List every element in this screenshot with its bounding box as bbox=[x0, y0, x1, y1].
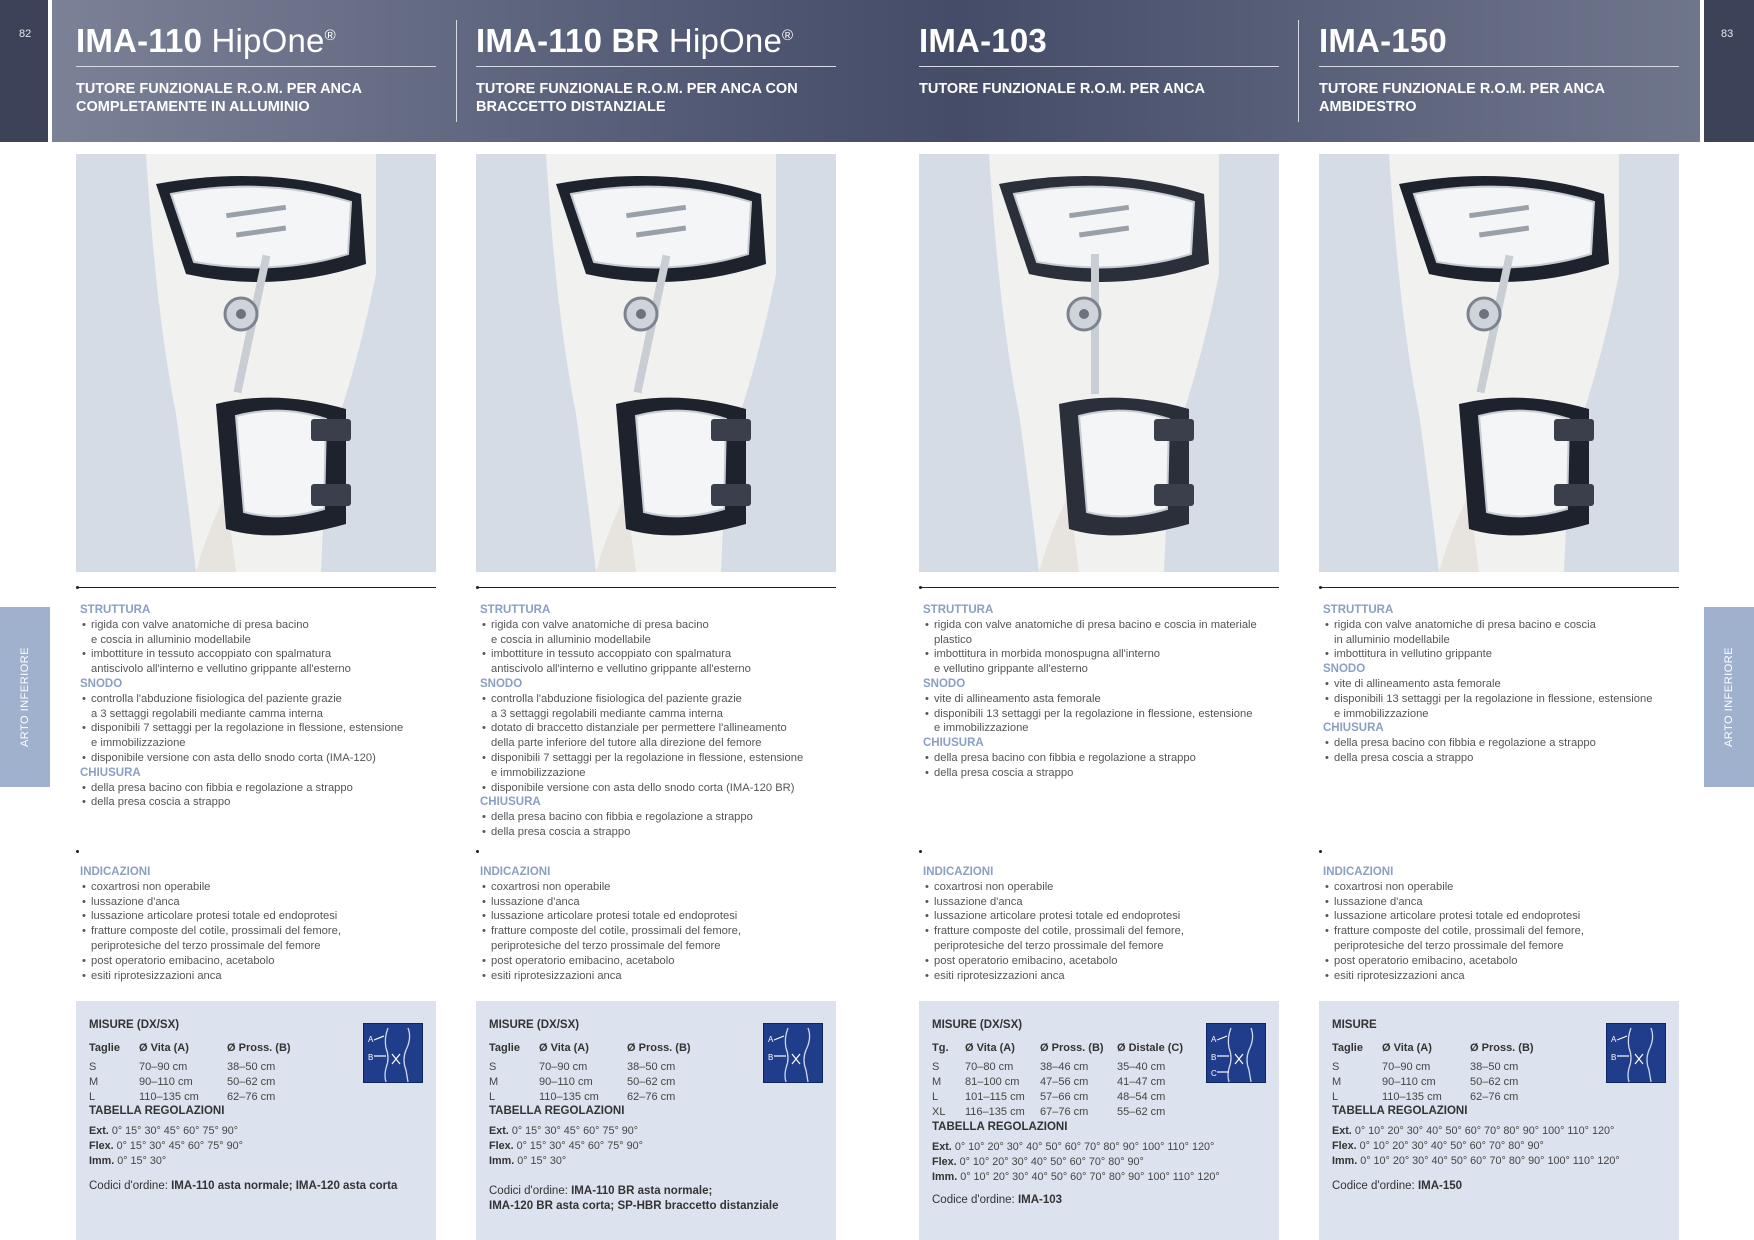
spec-line: • vite di allineamento asta femorale bbox=[1323, 677, 1683, 692]
page-number-left: 82 bbox=[19, 28, 32, 40]
indication-line: • coxartrosi non operabile bbox=[480, 880, 840, 895]
spec-line: e vellutino grippante all'esterno bbox=[934, 663, 1088, 676]
product-photo-illustration bbox=[919, 154, 1279, 572]
indication-line: • post operatorio emibacino, acetabolo bbox=[1323, 954, 1683, 969]
indication-line: periprotesiche del terzo prossimale del femore bbox=[934, 939, 1164, 952]
spec-line: della parte inferiore del tutore alla direzione del femore bbox=[491, 737, 762, 750]
order-codes: Codici d'ordine: IMA-110 asta normale; IMA-120 asta corta bbox=[89, 1180, 398, 1192]
section-side-label-left: ARTO INFERIORE bbox=[0, 607, 50, 787]
spec-section-heading: CHIUSURA bbox=[923, 737, 984, 750]
size-table-row: L 101–115 cm 57–66 cm 48–54 cm bbox=[932, 1091, 1166, 1103]
spec-line: • controlla l'abduzione fisiologica del paziente grazie bbox=[480, 692, 840, 707]
header-gap-left bbox=[48, 0, 52, 142]
spec-section-heading: CHIUSURA bbox=[1323, 722, 1384, 735]
spec-line: • imbottiture in tessuto accoppiato con spalmatura bbox=[480, 647, 840, 662]
svg-text:B: B bbox=[1611, 1053, 1617, 1062]
page-number-right: 83 bbox=[1721, 28, 1734, 40]
size-table-header: Taglie Ø Vita (A) Ø Pross. (B) bbox=[1332, 1042, 1534, 1054]
size-table-box bbox=[1319, 1001, 1679, 1240]
spec-line: • disponibile versione con asta dello snodo corta (IMA-120) bbox=[80, 751, 440, 766]
size-table-box bbox=[76, 1001, 436, 1240]
svg-text:C: C bbox=[1211, 1069, 1217, 1078]
size-table-title: MISURE (DX/SX) bbox=[489, 1019, 580, 1031]
spec-line: • disponibili 7 settaggi per la regolazione in flessione, estensione bbox=[80, 721, 440, 736]
measurement-diagram-icon bbox=[764, 1024, 824, 1084]
specifications bbox=[923, 603, 1283, 781]
indication-line: • lussazione d'anca bbox=[1323, 895, 1683, 910]
indication-line: • post operatorio emibacino, acetabolo bbox=[480, 954, 840, 969]
product-subtitle: TUTORE FUNZIONALE R.O.M. PER ANCA CON BRACCETTO DISTANZIALE bbox=[476, 81, 798, 115]
spec-line: • disponibile versione con asta dello snodo corta (IMA-120 BR) bbox=[480, 781, 840, 796]
right-page-tab bbox=[1702, 0, 1754, 142]
spec-line: • disponibili 13 settaggi per la regolazione in flessione, estensione bbox=[1323, 692, 1683, 707]
title-rule bbox=[1319, 66, 1679, 67]
svg-text:A: A bbox=[1211, 1035, 1217, 1044]
spec-line: • disponibili 7 settaggi per la regolazione in flessione, estensione bbox=[480, 751, 840, 766]
registered-mark: ® bbox=[782, 27, 794, 44]
regulation-row: Ext. 0° 15° 30° 45° 60° 75° 90° bbox=[489, 1125, 639, 1137]
spec-section-heading: SNODO bbox=[923, 677, 966, 690]
measurement-diagram-icon bbox=[1207, 1024, 1267, 1084]
regulation-row: Imm. 0° 10° 20° 30° 40° 50° 60° 70° 80° 90° 100° 110° 120° bbox=[932, 1171, 1220, 1183]
svg-text:A: A bbox=[1611, 1035, 1617, 1044]
indication-line: • fratture composte del cotile, prossimali del femore, bbox=[1323, 924, 1683, 939]
spec-line: e immobilizzazione bbox=[1334, 707, 1429, 720]
size-table-title: MISURE (DX/SX) bbox=[932, 1019, 1023, 1031]
spec-line: • della presa bacino con fibbia e regolazione a strappo bbox=[80, 781, 440, 796]
indication-line: • lussazione d'anca bbox=[80, 895, 440, 910]
regulation-row: Flex. 0° 15° 30° 45° 60° 75° 90° bbox=[89, 1140, 243, 1152]
section-rule bbox=[1319, 587, 1679, 588]
order-codes: Codici d'ordine: IMA-110 BR asta normale; IMA-120 BR asta corta; SP-HBR braccetto distanziale bbox=[489, 1185, 779, 1212]
spec-line: • rigida con valve anatomiche di presa bacino bbox=[480, 618, 840, 633]
size-table-row: XL 116–135 cm 67–76 cm 55–62 cm bbox=[932, 1106, 1166, 1118]
size-table-box bbox=[919, 1001, 1279, 1240]
spec-line: • della presa coscia a strappo bbox=[80, 795, 440, 810]
indications-heading: INDICAZIONI bbox=[1323, 866, 1394, 878]
indication-line: • coxartrosi non operabile bbox=[1323, 880, 1683, 895]
indication-line: • esiti riprotesizzazioni anca bbox=[480, 969, 840, 984]
specifications bbox=[480, 603, 840, 840]
header-divider bbox=[456, 20, 457, 122]
measurement-diagram bbox=[1206, 1023, 1266, 1083]
product-name: HipOne bbox=[659, 22, 783, 59]
header-gap-right bbox=[1700, 0, 1704, 142]
indication-line: • esiti riprotesizzazioni anca bbox=[1323, 969, 1683, 984]
spec-line: • della presa bacino con fibbia e regolazione a strappo bbox=[480, 810, 840, 825]
rule-dot bbox=[476, 850, 479, 853]
indications-heading: INDICAZIONI bbox=[923, 866, 994, 878]
indication-line: • lussazione d'anca bbox=[480, 895, 840, 910]
spec-section-heading: SNODO bbox=[1323, 663, 1366, 676]
indication-line: • fratture composte del cotile, prossimali del femore, bbox=[80, 924, 440, 939]
title-rule bbox=[476, 66, 836, 67]
indications-heading: INDICAZIONI bbox=[80, 866, 151, 878]
indication-line: • fratture composte del cotile, prossimali del femore, bbox=[923, 924, 1283, 939]
indication-line: • fratture composte del cotile, prossimali del femore, bbox=[480, 924, 840, 939]
product-title bbox=[919, 22, 1047, 60]
spec-line: • dotato di braccetto distanziale per permettere l'allineamento bbox=[480, 721, 840, 736]
registered-mark: ® bbox=[324, 27, 336, 44]
spec-section-heading: STRUTTURA bbox=[480, 604, 551, 616]
regulation-row: Imm. 0° 15° 30° bbox=[489, 1155, 567, 1167]
svg-text:B: B bbox=[768, 1053, 774, 1062]
product-photo-illustration bbox=[1319, 154, 1679, 572]
size-table-row: S 70–80 cm 38–46 cm 35–40 cm bbox=[932, 1061, 1166, 1073]
spec-line: antiscivolo all'interno e vellutino grippante all'esterno bbox=[491, 663, 751, 676]
spec-line: • imbottitura in vellutino grippante bbox=[1323, 647, 1683, 662]
size-table-header: Taglie Ø Vita (A) Ø Pross. (B) bbox=[489, 1042, 691, 1054]
indication-line: periprotesiche del terzo prossimale del femore bbox=[91, 939, 321, 952]
specifications bbox=[80, 603, 440, 810]
size-table-row: L 110–135 cm 62–76 cm bbox=[89, 1091, 276, 1103]
left-page-tab bbox=[0, 0, 52, 142]
spec-line: a 3 settaggi regolabili mediante camma interna bbox=[491, 707, 723, 720]
svg-text:B: B bbox=[368, 1053, 374, 1062]
spec-line: plastico bbox=[934, 633, 972, 646]
size-table-box bbox=[476, 1001, 836, 1240]
spec-line: • controlla l'abduzione fisiologica del paziente grazie bbox=[80, 692, 440, 707]
product-photo-illustration bbox=[476, 154, 836, 572]
product-photo bbox=[919, 154, 1279, 572]
section-rule bbox=[76, 587, 436, 588]
indication-line: • post operatorio emibacino, acetabolo bbox=[80, 954, 440, 969]
indication-line: • lussazione articolare protesi totale ed endoprotesi bbox=[1323, 909, 1683, 924]
product-subtitle: TUTORE FUNZIONALE R.O.M. PER ANCA COMPLETAMENTE IN ALLUMINIO bbox=[76, 81, 362, 115]
size-table bbox=[89, 1041, 307, 1105]
spec-line: • della presa coscia a strappo bbox=[923, 766, 1283, 781]
indication-line: • lussazione articolare protesi totale ed endoprotesi bbox=[480, 909, 840, 924]
spec-section-heading: SNODO bbox=[480, 677, 523, 690]
indication-line: • lussazione articolare protesi totale ed endoprotesi bbox=[80, 909, 440, 924]
rule-dot bbox=[919, 586, 922, 589]
spec-line: e immobilizzazione bbox=[91, 737, 186, 750]
size-table-title: MISURE (DX/SX) bbox=[89, 1019, 180, 1031]
spec-line: • vite di allineamento asta femorale bbox=[923, 692, 1283, 707]
product-photo bbox=[76, 154, 436, 572]
svg-text:B: B bbox=[1211, 1053, 1217, 1062]
size-table-row: S 70–90 cm 38–50 cm bbox=[489, 1061, 676, 1073]
spec-section-heading: SNODO bbox=[80, 677, 123, 690]
spec-section-heading: STRUTTURA bbox=[80, 604, 151, 616]
product-code: IMA-150 bbox=[1319, 22, 1447, 59]
indication-line: • post operatorio emibacino, acetabolo bbox=[923, 954, 1283, 969]
size-table bbox=[489, 1041, 707, 1105]
spec-line: • rigida con valve anatomiche di presa bacino e coscia bbox=[1323, 618, 1683, 633]
spec-line: e immobilizzazione bbox=[934, 722, 1029, 735]
spec-line: • della presa bacino con fibbia e regolazione a strappo bbox=[923, 751, 1283, 766]
indication-line: periprotesiche del terzo prossimale del femore bbox=[1334, 939, 1564, 952]
svg-text:A: A bbox=[368, 1035, 374, 1044]
rule-dot bbox=[1319, 850, 1322, 853]
svg-text:A: A bbox=[768, 1035, 774, 1044]
regulation-row: Ext. 0° 15° 30° 45° 60° 75° 90° bbox=[89, 1125, 239, 1137]
size-table-header: Taglie Ø Vita (A) Ø Pross. (B) bbox=[89, 1042, 291, 1054]
rule-dot bbox=[476, 586, 479, 589]
indications bbox=[1323, 865, 1683, 983]
indication-line: • esiti riprotesizzazioni anca bbox=[80, 969, 440, 984]
spec-line: e coscia in alluminio modellabile bbox=[491, 633, 651, 646]
measurement-diagram bbox=[363, 1023, 423, 1083]
size-table-row: S 70–90 cm 38–50 cm bbox=[1332, 1061, 1519, 1073]
product-title bbox=[1319, 22, 1447, 60]
regulation-row: Imm. 0° 10° 20° 30° 40° 50° 60° 70° 80° 90° 100° 110° 120° bbox=[1332, 1155, 1620, 1167]
rule-dot bbox=[76, 850, 79, 853]
indications-heading: INDICAZIONI bbox=[480, 866, 551, 878]
size-table-title: MISURE bbox=[1332, 1019, 1377, 1031]
size-table-row: S 70–90 cm 38–50 cm bbox=[89, 1061, 276, 1073]
product-title bbox=[476, 22, 793, 60]
section-rule bbox=[919, 587, 1279, 588]
size-table-row: L 110–135 cm 62–76 cm bbox=[489, 1091, 676, 1103]
spec-section-heading: STRUTTURA bbox=[923, 604, 994, 616]
spec-line: • disponibili 13 settaggi per la regolazione in flessione, estensione bbox=[923, 707, 1283, 722]
product-subtitle: TUTORE FUNZIONALE R.O.M. PER ANCA AMBIDESTRO bbox=[1319, 81, 1605, 115]
product-photo bbox=[476, 154, 836, 572]
product-code: IMA-110 BR bbox=[476, 22, 660, 59]
size-table-row: M 90–110 cm 50–62 cm bbox=[489, 1076, 676, 1088]
order-codes: Codice d'ordine: IMA-150 bbox=[1332, 1180, 1463, 1192]
size-table-row: M 90–110 cm 50–62 cm bbox=[89, 1076, 276, 1088]
spec-line: • imbottitura in morbida monospugna all'interno bbox=[923, 647, 1283, 662]
indication-line: • esiti riprotesizzazioni anca bbox=[923, 969, 1283, 984]
spec-line: • rigida con valve anatomiche di presa bacino bbox=[80, 618, 440, 633]
spec-line: in alluminio modellabile bbox=[1334, 633, 1450, 646]
measurement-diagram-icon bbox=[1607, 1024, 1667, 1084]
spec-line: a 3 settaggi regolabili mediante camma interna bbox=[91, 707, 323, 720]
spec-line: antiscivolo all'interno e vellutino grippante all'esterno bbox=[91, 663, 351, 676]
spec-line: • della presa bacino con fibbia e regolazione a strappo bbox=[1323, 736, 1683, 751]
spec-line: e immobilizzazione bbox=[491, 766, 586, 779]
size-table-row: M 81–100 cm 47–56 cm 41–47 cm bbox=[932, 1076, 1166, 1088]
regulation-row: Flex. 0° 10° 20° 30° 40° 50° 60° 70° 80° 90° bbox=[932, 1156, 1144, 1168]
product-subtitle: TUTORE FUNZIONALE R.O.M. PER ANCA bbox=[919, 81, 1205, 97]
indications bbox=[80, 865, 440, 983]
header-divider bbox=[1298, 20, 1299, 122]
product-code: IMA-110 bbox=[76, 22, 203, 59]
spec-line: e coscia in alluminio modellabile bbox=[91, 633, 251, 646]
spec-line: • della presa coscia a strappo bbox=[1323, 751, 1683, 766]
regulation-table-title: TABELLA REGOLAZIONI bbox=[932, 1121, 1068, 1133]
specifications bbox=[1323, 603, 1683, 766]
product-code: IMA-103 bbox=[919, 22, 1047, 59]
indication-line: • coxartrosi non operabile bbox=[923, 880, 1283, 895]
product-photo bbox=[1319, 154, 1679, 572]
indication-line: • lussazione articolare protesi totale ed endoprotesi bbox=[923, 909, 1283, 924]
rule-dot bbox=[1319, 586, 1322, 589]
spec-section-heading: CHIUSURA bbox=[480, 796, 541, 809]
product-name: HipOne bbox=[202, 22, 325, 59]
section-rule bbox=[476, 587, 836, 588]
measurement-diagram bbox=[1606, 1023, 1666, 1083]
rule-dot bbox=[76, 586, 79, 589]
regulation-row: Flex. 0° 10° 20° 30° 40° 50° 60° 70° 80° 90° bbox=[1332, 1140, 1544, 1152]
title-rule bbox=[76, 66, 436, 67]
order-codes: Codice d'ordine: IMA-103 bbox=[932, 1194, 1063, 1206]
spec-line: • imbottiture in tessuto accoppiato con spalmatura bbox=[80, 647, 440, 662]
indication-line: • lussazione d'anca bbox=[923, 895, 1283, 910]
indication-line: periprotesiche del terzo prossimale del femore bbox=[491, 939, 721, 952]
spec-section-heading: STRUTTURA bbox=[1323, 604, 1394, 616]
size-table-header: Tg. Ø Vita (A) Ø Pross. (B) Ø Distale (C) bbox=[932, 1042, 1184, 1054]
regulation-table-title: TABELLA REGOLAZIONI bbox=[489, 1105, 625, 1117]
indications bbox=[923, 865, 1283, 983]
regulation-row: Ext. 0° 10° 20° 30° 40° 50° 60° 70° 80° 90° 100° 110° 120° bbox=[1332, 1125, 1615, 1137]
regulation-table-title: TABELLA REGOLAZIONI bbox=[1332, 1105, 1468, 1117]
spec-line: • rigida con valve anatomiche di presa bacino e coscia in materiale bbox=[923, 618, 1283, 633]
section-side-label-right: ARTO INFERIORE bbox=[1704, 607, 1754, 787]
regulation-row: Imm. 0° 15° 30° bbox=[89, 1155, 167, 1167]
measurement-diagram-icon bbox=[364, 1024, 424, 1084]
size-table-row: M 90–110 cm 50–62 cm bbox=[1332, 1076, 1519, 1088]
indication-line: • coxartrosi non operabile bbox=[80, 880, 440, 895]
title-rule bbox=[919, 66, 1279, 67]
regulation-row: Ext. 0° 10° 20° 30° 40° 50° 60° 70° 80° 90° 100° 110° 120° bbox=[932, 1141, 1215, 1153]
indications bbox=[480, 865, 840, 983]
size-table-row: L 110–135 cm 62–76 cm bbox=[1332, 1091, 1519, 1103]
product-title bbox=[76, 22, 336, 60]
regulation-table-title: TABELLA REGOLAZIONI bbox=[89, 1105, 225, 1117]
size-table bbox=[1332, 1041, 1550, 1105]
spec-section-heading: CHIUSURA bbox=[80, 766, 141, 779]
spec-line: • della presa coscia a strappo bbox=[480, 825, 840, 840]
size-table bbox=[932, 1041, 1187, 1120]
regulation-row: Flex. 0° 15° 30° 45° 60° 75° 90° bbox=[489, 1140, 643, 1152]
product-photo-illustration bbox=[76, 154, 436, 572]
measurement-diagram bbox=[763, 1023, 823, 1083]
rule-dot bbox=[919, 850, 922, 853]
